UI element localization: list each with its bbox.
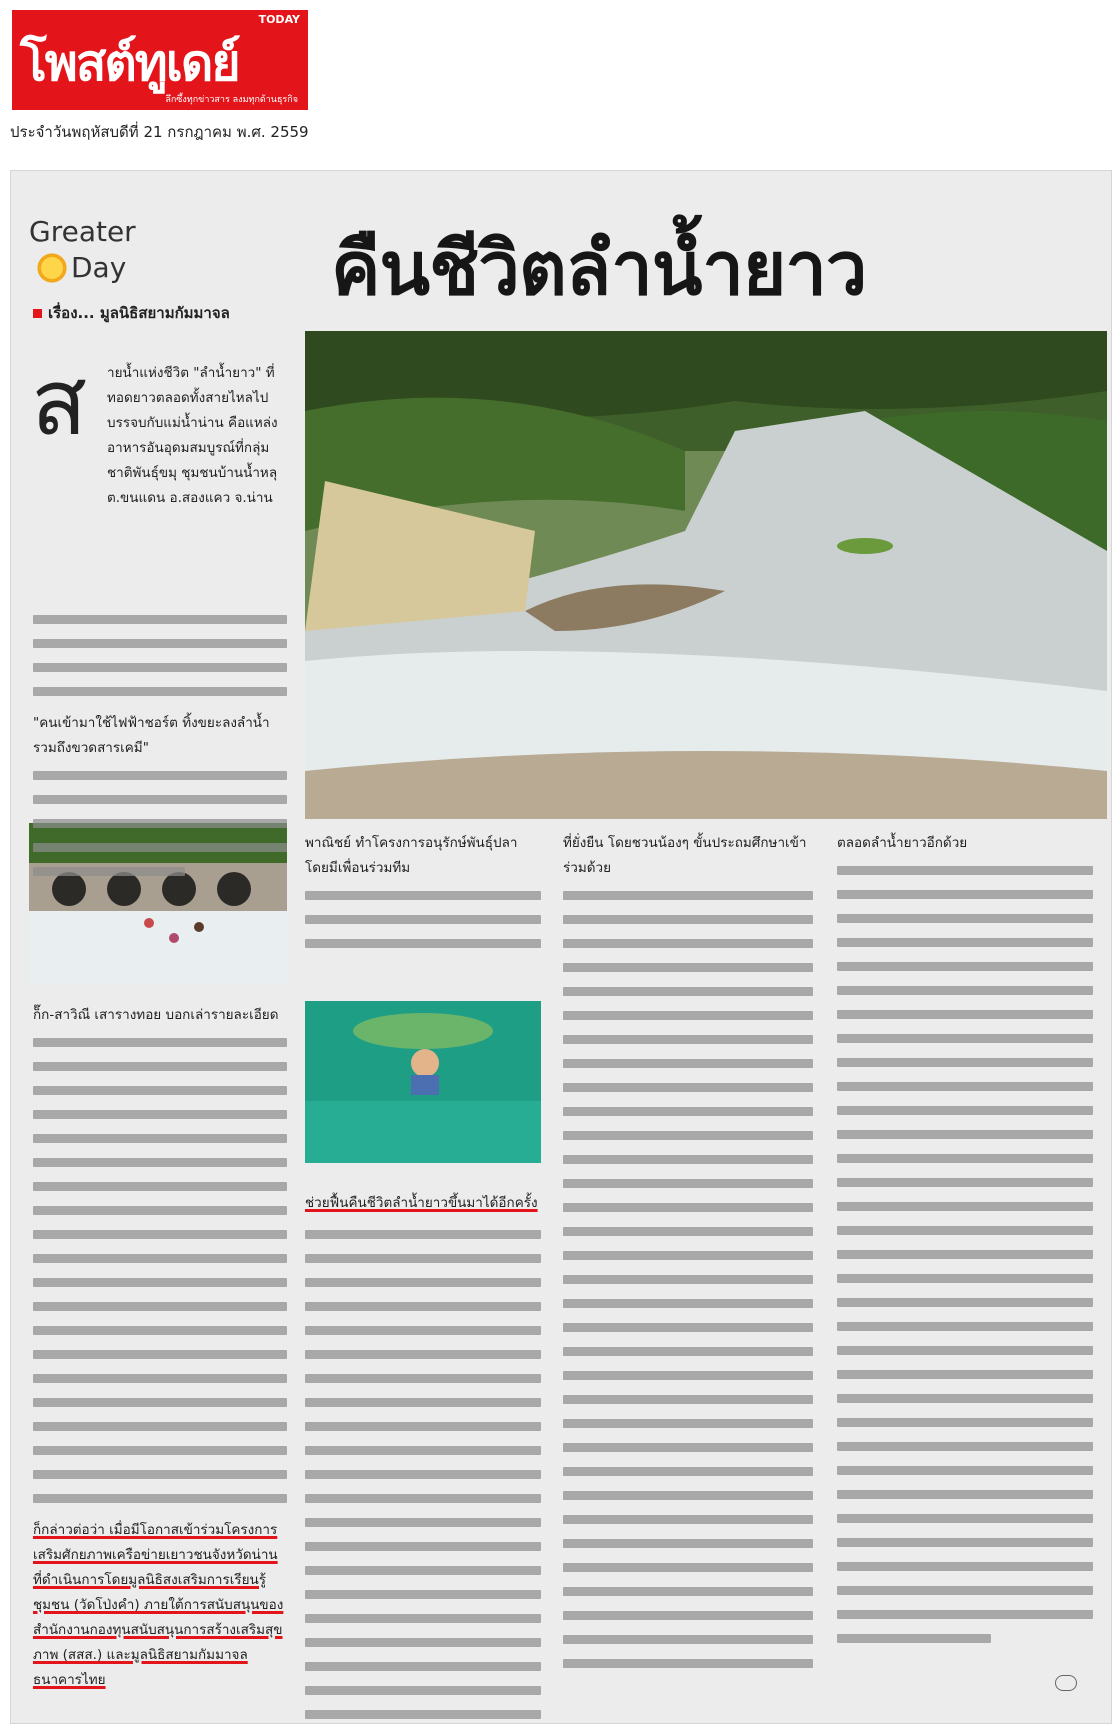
child-photo [305, 1001, 541, 1163]
main-photo [305, 331, 1107, 819]
quote-opening: "คนเข้ามาใช้ไฟฟ้าชอร์ต ทิ้งขยะลงลำน้ำ รวมถึงขวดสารเคมี" [33, 715, 270, 756]
sun-icon [35, 251, 69, 285]
highlighted-text: ก็กล่าวต่อว่า เมื่อมีโอกาสเข้าร่วมโครงการเสริมศักยภาพเครือข่ายเยาวชนจังหวัดน่าน ที่ดำเนินการโดยมูลนิธิสงเสริมการเรียนรู้ชุมชน (วัดโป่งคำ) ภายใต้การสนับสนุนของสำนักงานกองทุนสนับสนุนการสร้างเสริมสุขภาพ (สสส.) และมูลนิธิสยามกัมมาจล ธนาคารไทย [33, 1522, 284, 1688]
column-1-lower-start: ก็๊ก-สาวิณี เสารางทอย บอกเล่ารายละเอียด [33, 1007, 279, 1023]
section-kicker-line2: Day [71, 251, 127, 284]
lotus-leaf-photo [305, 1001, 541, 1163]
news-clipping [10, 170, 1112, 1724]
highlighted-paragraph [33, 1518, 287, 1693]
column-3-start: ที่ยั่งยืน โดยชวนน้องๆ ขั้นประถมศึกษาเข้าร่วมด้วย [563, 835, 807, 876]
stream-photo [305, 331, 1107, 819]
column-1-upper [33, 615, 287, 891]
column-1-lower [33, 1003, 287, 1693]
newspaper-logo [12, 10, 308, 110]
author-signoff-icon [1055, 1675, 1077, 1691]
column-2-start: พาณิชย์ ทำโครงการอนุรักษ์พันธุ์ปลาโดยมีเพื่อนร่วมทีม [305, 835, 518, 876]
drop-cap: ส [31, 349, 88, 456]
column-2-lower [305, 1191, 541, 1734]
logo-text: โพสต์ทูเดย์ [20, 34, 239, 92]
column-4-start: ตลอดลำน้ำยาวอีกด้วย [837, 835, 968, 851]
logo-today: TODAY [258, 13, 300, 26]
caption-highlight: ช่วยฟื้นคืนชีวิตลำน้ำยาวขึ้นมาได้อีกครั้ง [305, 1195, 538, 1211]
byline [33, 301, 230, 325]
logo-tagline: ลึกซึ้งทุกข่าวสาร ลงมทุกด้านธุรกิจ [165, 95, 298, 105]
headline: คืนชีวิตลำน้ำยาว [331, 226, 867, 312]
column-4 [837, 831, 1093, 1658]
opening-paragraph: ายน้ำแห่งชีวิต "ลำน้ำยาว" ที่ทอดยาวตลอดทั้งสายไหลไปบรรจบกับแม่น้ำน่าน คือแหล่งอาหารอันอุดมสมบูรณ์ที่กลุ่มชาติพันธุ์ขมุ ชุมชนบ้านน้ำหลุ ต.ขนแดน อ.สองแคว จ.น่าน [107, 365, 278, 506]
byline-text: เรื่อง... มูลนิธิสยามกัมมาจล [48, 304, 230, 322]
column-3 [563, 831, 813, 1683]
publication-date: ประจำวันพฤหัสบดีที่ 21 กรกฎาคม พ.ศ. 2559 [10, 123, 309, 141]
column-2 [305, 831, 541, 963]
section-kicker-line1: Greater [29, 215, 136, 248]
